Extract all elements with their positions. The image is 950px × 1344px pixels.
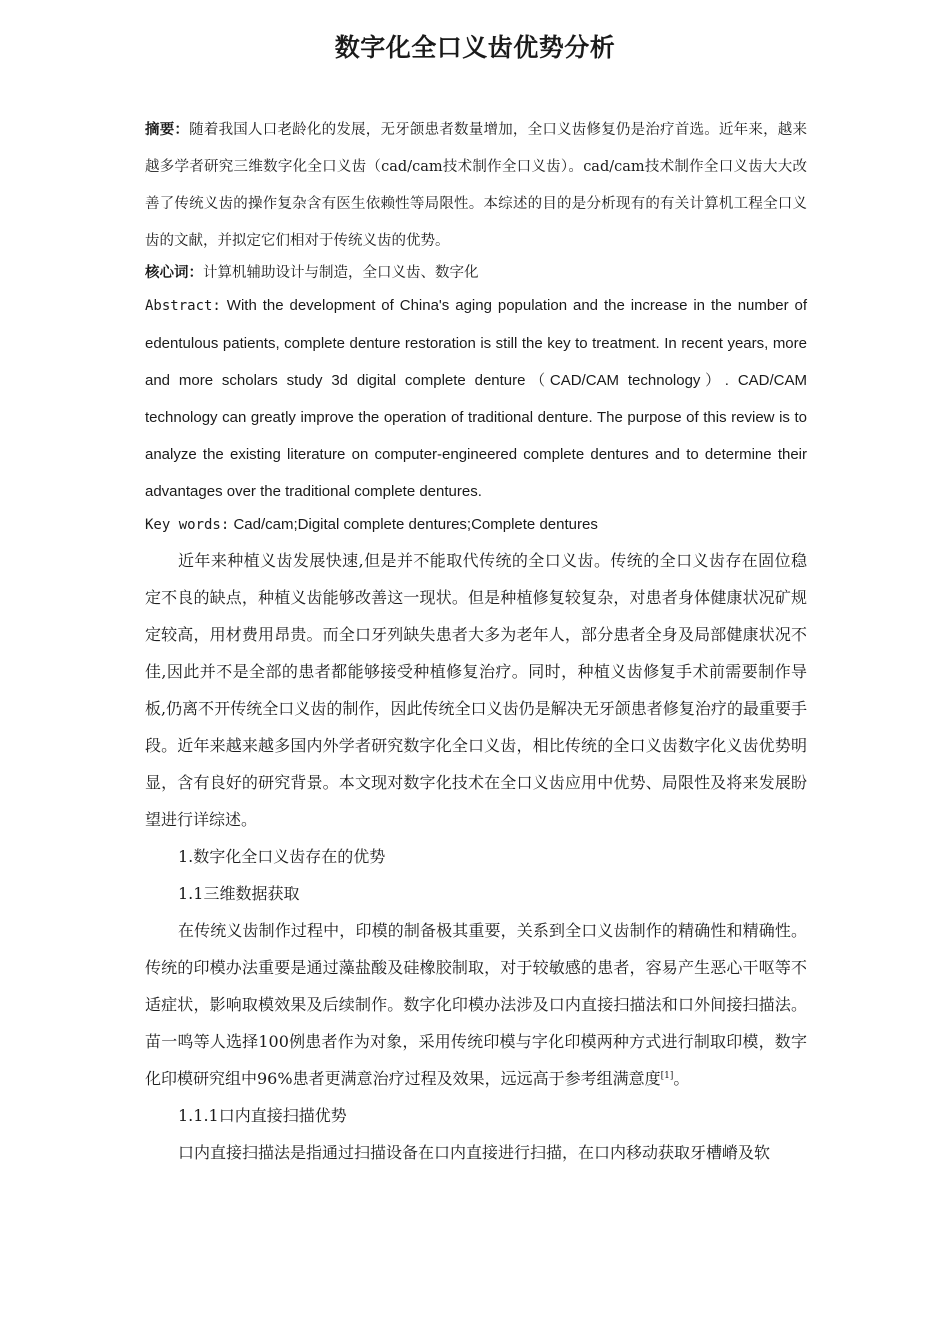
section-heading-1: 1.数字化全口义齿存在的优势 [178, 847, 386, 866]
keywords-cn-label: 核心词： [145, 265, 203, 281]
abstract-en [145, 287, 807, 510]
abstract-cn-label: 摘要： [145, 122, 190, 138]
paragraph-1-1-text: 在传统义齿制作过程中，印模的制备极其重要，关系到全口义齿制作的精确性和精确性。传统的印模办法重要是通过藻盐酸及硅橡胶制取，对于较敏感的患者，容易产生恶心干呕等不适症状，影响取模效果及后续制作。数字化印模办法涉及口内直接扫描法和口外间接扫描法。苗一鸣等人选择100例患者作为对象，采用传统印模与字化印模两种方式进行制取印模，数字化印模研究组中96%患者更满意治疗过程及效果，远远高于参考组满意度 [145, 921, 807, 1088]
keywords-en-text: Cad/cam;Digital complete dentures;Complete dentures [233, 516, 598, 533]
citation-1[interactable]: [1] [660, 1071, 674, 1081]
abstract-cn-text: 随着我国人口老龄化的发展，无牙颌患者数量增加，全口义齿修复仍是治疗首选。近年来，越来越多学者研究三维数字化全口义齿（cad/cam技术制作全口义齿）。cad/cam技术制作全口义齿大大改善了传统义齿的操作复杂含有医生依赖性等局限性。本综述的目的是分析现有的有关计算机工程全口义齿的文献，并拟定它们相对于传统义齿的优势。 [145, 122, 808, 249]
keywords-cn [145, 260, 807, 287]
paragraph-1-1 [145, 912, 807, 1097]
keywords-en-label: Key words: [145, 517, 230, 533]
paragraph-1-1-end: 。 [673, 1069, 690, 1088]
paper-title: 数字化全口义齿优势分析 [334, 33, 616, 62]
section-heading-1-1: 1.1三维数据获取 [178, 884, 300, 903]
paper-body [145, 112, 807, 1171]
intro-paragraph: 近年来种植义齿发展快速,但是并不能取代传统的全口义齿。传统的全口义齿存在固位稳定不良的缺点，种植义齿能够改善这一现状。但是种植修复较复杂，对患者身体健康状况矿规定较高，用材费用昂贵。而全口牙列缺失患者大多为老年人，部分患者全身及局部健康状况不佳,因此并不是全部的患者都能够接受种植修复治疗。同时，种植义齿修复手术前需要制作导板,仍离不开传统全口义齿的制作，因此传统全口义齿仍是解决无牙颌患者修复治疗的最重要手段。近年来越来越多国内外学者研究数字化全口义齿，相比传统的全口义齿数字化义齿优势明显，含有良好的研究背景。本文现对数字化技术在全口义齿应用中优势、局限性及将来发展盼望进行详综述。 [145, 551, 807, 829]
keywords-cn-text: 计算机辅助设计与制造，全口义齿、数字化 [203, 265, 479, 281]
paragraph-1-1-1: 口内直接扫描法是指通过扫描设备在口内直接进行扫描，在口内移动获取牙槽嵴及软 [178, 1143, 771, 1162]
abstract-en-text: With the development of China's aging population and the increase in the number of edentulous patients, complete denture restoration is still the key to treatment. In recent years, more and more scholars study 3d digital complete denture（CAD/CAM technology）. CAD/CAM technology can greatly improve the operation of traditional denture. The purpose of this review is to analyze the existing literature on computer-engineered complete dentures and to determine their advantages over the traditional complete dentures. [145, 297, 808, 500]
section-heading-1-1-1: 1.1.1口内直接扫描优势 [178, 1106, 347, 1125]
abstract-cn [145, 112, 807, 260]
abstract-en-label: Abstract: [145, 298, 221, 314]
keywords-en [145, 510, 807, 540]
